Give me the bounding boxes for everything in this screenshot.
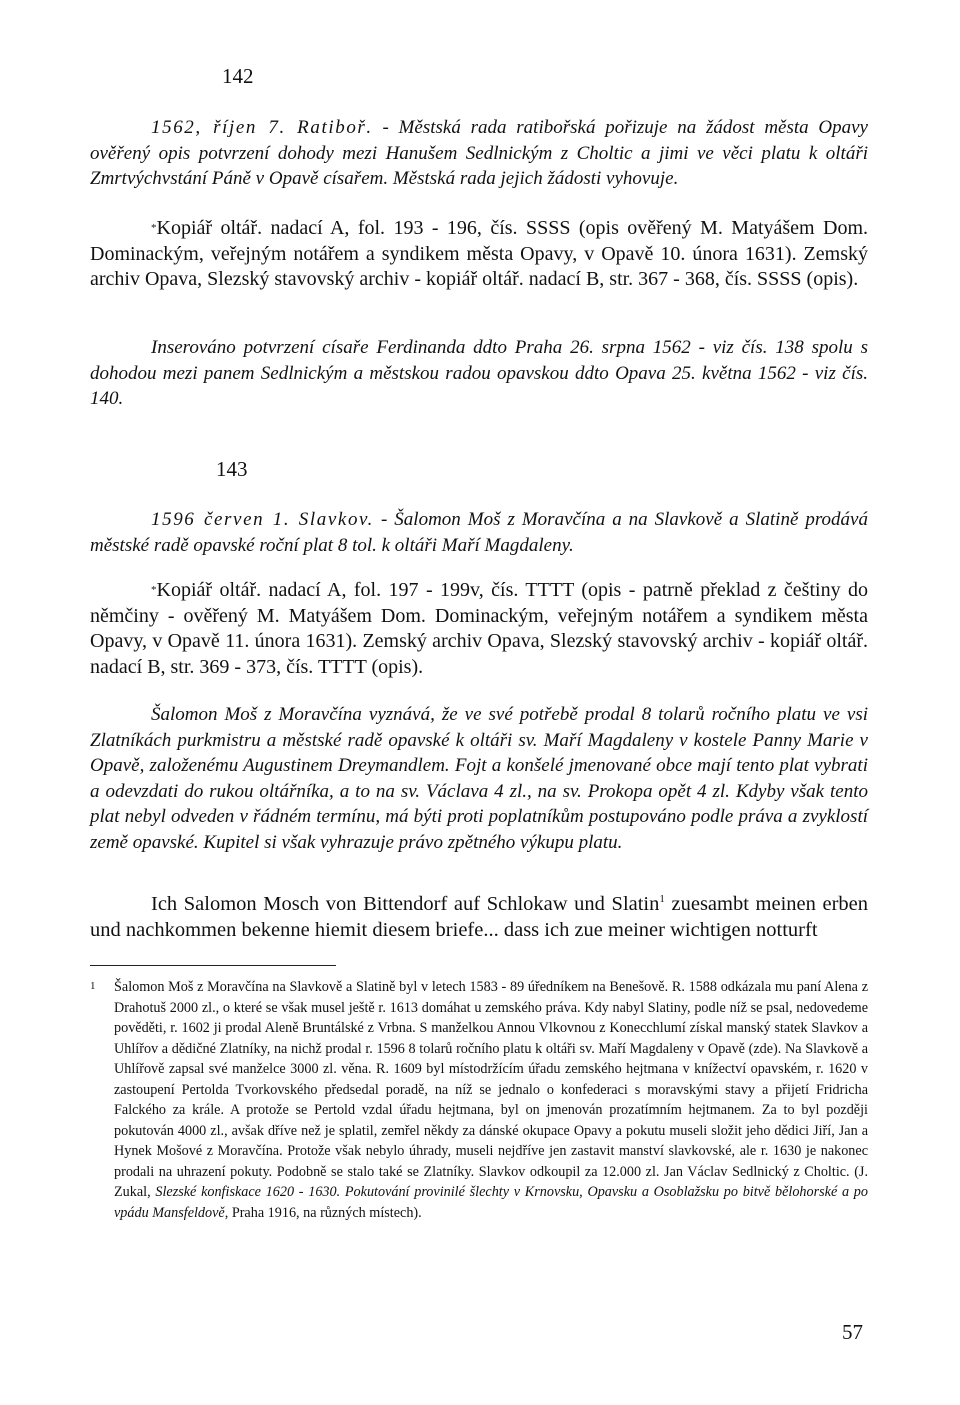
entry-143-source (90, 578, 868, 680)
entry-142-summary-text: - Městská rada ratibořská pořizuje na žádost města Opavy ověřený opis potvrzení dohody mezi Hanušem Sedlnickým z Choltic a jimi ve věci platu k oltáři Zmrtvýchvstání Páně v Opavě císařem. Městská rada jejich žádosti vyhovuje. (90, 117, 868, 189)
original-text-part2: zuesambt meinen erben und nachkommen bekenne hiemit diesem briefe... dass ich zue meiner wichtigen notturft (90, 893, 869, 941)
entry-142-summary (90, 115, 868, 192)
footnote-divider (90, 965, 336, 966)
entry-142-date-place: 1562, říjen 7. Ratiboř. (151, 117, 373, 138)
source-asterisk: * (151, 584, 157, 596)
footnote-cited-title: Slezské konfiskace 1620 - 1630. Pokutování provinilé šlechty v Krnovsku, Opavsku a Osoblažsku po bitvě bělohorské a po vpádu Mansfeldově (114, 1184, 868, 1221)
footnote-text (114, 977, 868, 1223)
entry-142-note-text: Inserováno potvrzení císaře Ferdinanda ddto Praha 26. srpna 1562 - viz čís. 138 spolu s dohodou mezi panem Sedlnickým a městskou radou opavskou ddto Opava 25. května 1562 - viz čís. 140. (90, 337, 868, 409)
entry-143-number: 143 (216, 457, 248, 481)
entry-143-original-text (90, 892, 868, 943)
footnote-marker: 1 (90, 980, 96, 992)
entry-142-note (90, 335, 868, 412)
footnote-text-b: , Praha 1916, na různých místech). (224, 1204, 422, 1221)
entry-143-source-text: Kopiář oltář. nadací A, fol. 197 - 199v, čís. TTTT (opis - patrně překlad z češtiny do němčiny - ověřený M. Matyášem Dom. Dominackým, veřejným notářem a syndikem města Opavy, v Opavě 11. února 1631). Zemský archiv Opava, Slezský stavovský archiv - kopiář oltář. nadací B, str. 369 - 373, čís. TTTT (opis). (90, 579, 868, 678)
entry-142-source (90, 216, 868, 293)
entry-143-summary-text: - Šalomon Moš z Moravčína a na Slavkově a Slatině prodává městské radě opavské roční plat 8 tol. k oltáři Maří Magdaleny. (90, 509, 868, 556)
entry-143-date-place: 1596 červen 1. Slavkov. (151, 509, 375, 530)
page-header-number: 142 (222, 64, 254, 88)
original-text-part1: Ich Salomon Mosch von Bittendorf auf Schlokaw und Slatin (151, 893, 660, 915)
source-asterisk: * (151, 222, 157, 234)
page-number: 57 (842, 1320, 863, 1344)
entry-143-summary (90, 507, 868, 558)
entry-143-regest (90, 702, 868, 855)
footnote-reference: 1 (659, 893, 665, 906)
footnote-text-a: Šalomon Moš z Moravčína na Slavkově a Slatině byl v letech 1583 - 89 úředníkem na Benešově. R. 1588 odkázala mu paní Alena z Drahotuš 2000 zl., o které se však musel ještě r. 1613 domáhat u zemského práva. Kdy nabyl Slatiny, podle níž se psal, nedovedeme pověděti, r. 1602 ji prodal Aleně Bruntálské z Vrbna. S manželkou Annou Vlkovnou z Konecchlumí získal manský statek Slavkov a Uhlířov a dědičné Zlatníky, na nichž prodal r. 1596 8 tolarů ročního platu k oltáři sv. Maří Magdaleny v Opavě (zde). Na Slavkově a Uhlířově zapsal své manželce 3000 zl. věna. R. 1609 byl místodržícím úřadu zemského hejtmana v knížectví opavském, r. 1620 v zastoupení Pertolda Tvorkovského předsedal poradě, na níž se jednalo o konfederaci s moravskými stavy a přijetí Fridricha Falckého za krále. A protože se Pertold vzdal úřadu hejtmana, byl on jmenován prozatímním hejtmanem. Za to byl později pokutován 4000 zl., avšak dříve než je splatil, zemřel někdy za dánské okupace Opavy a pokutu museli složit jeho dědici Jiří, Jan a Hynek Mošové z Moravčína. Protože však nebylo úhrady, museli nejdříve jen zastavit manství slavkovské, ale r. 1630 je nakonec prodali na uhrazení pokuty. Podobně se stalo také se Zlatníky. Slavkov odkoupil za 12.000 zl. Jan Václav Sedlnický z Choltic. (J. Zukal, (114, 979, 868, 1200)
entry-142-source-text: Kopiář oltář. nadací A, fol. 193 - 196, čís. SSSS (opis ověřený M. Matyášem Dom. Dominackým, veřejným notářem a syndikem města Opavy, v Opavě 10. února 1631). Zemský archiv Opava, Slezský stavovský archiv - kopiář oltář. nadací B, str. 367 - 368, čís. SSSS (opis). (90, 217, 868, 290)
entry-143-regest-text: Šalomon Moš z Moravčína vyznává, že ve své potřebě prodal 8 tolarů ročního platu ve vsi Zlatníkách purkmistru a městské radě opavské k oltáři sv. Maří Magdaleny v kostele Panny Marie v Opavě, založenému Augustinem Dreymandlem. Fojt a konšelé jmenované obce mají tento plat vybrati a odevzdati do rukou oltářníka, a to na sv. Václava 4 zl., na sv. Prokopa opět 4 zl. Kdyby však tento plat nebyl odveden v řádném termínu, má býti proti poplatníkům postupováno podle práva a zvyklostí země opavské. Kupitel si však vyhrazuje právo zpětného výkupu platu. (90, 704, 868, 853)
